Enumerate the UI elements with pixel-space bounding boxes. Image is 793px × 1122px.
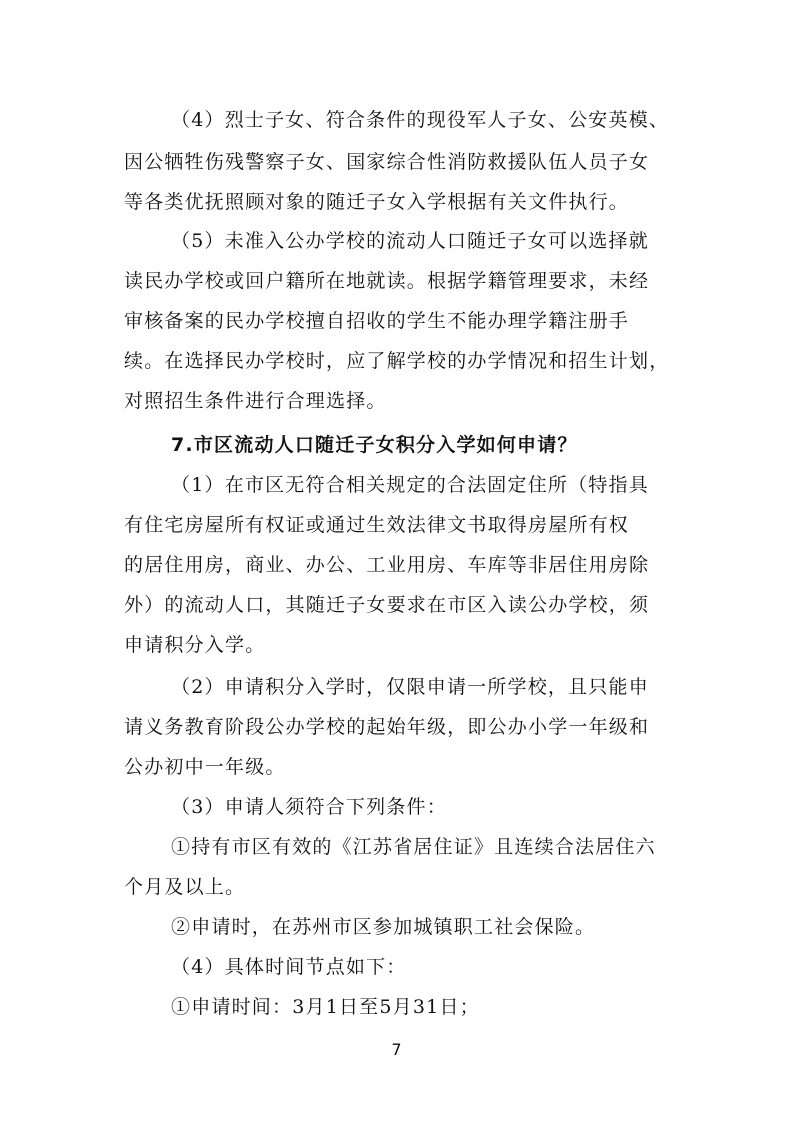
- condition-1-line-2: 个月及以上。: [124, 876, 246, 898]
- paragraph-4-line-3: 等各类优抚照顾对象的随迁子女入学根据有关文件执行。: [124, 191, 630, 213]
- item-1-line-4: 外）的流动人口，其随迁子女要求在市区入读公办学校，须: [124, 594, 650, 616]
- item-1-line-3: 的居住用房，商业、办公、工业用房、车库等非居住用房除: [124, 554, 650, 576]
- paragraph-5-line-2: 读民办学校或回户籍所在地就读。根据学籍管理要求，未经: [124, 270, 650, 292]
- item-2-line-3: 公办初中一年级。: [124, 756, 286, 778]
- item-1-line-2: 有住宅房屋所有权证或通过生效法律文书取得房屋所有权: [124, 514, 630, 536]
- item-4-line-1: （4）具体时间节点如下：: [171, 956, 407, 978]
- item-3-line-1: （3）申请人须符合下列条件：: [171, 796, 447, 818]
- condition-1-line-1: ①持有市区有效的《江苏省居住证》且连续合法居住六: [171, 836, 656, 858]
- item-2-line-2: 请义务教育阶段公办学校的起始年级，即公办小学一年级和: [124, 716, 650, 738]
- paragraph-4-line-1: （4）烈士子女、符合条件的现役军人子女、公安英模、: [171, 109, 670, 131]
- paragraph-5-line-1: （5）未准入公办学校的流动人口随迁子女可以选择就: [171, 230, 649, 252]
- paragraph-5-line-4: 续。在选择民办学校时，应了解学校的办学情况和招生计划，: [124, 350, 670, 372]
- paragraph-5-line-5: 对照招生条件进行合理选择。: [124, 390, 387, 412]
- paragraph-4-line-2: 因公牺牲伤残警察子女、国家综合性消防救援队伍人员子女: [124, 151, 650, 173]
- paragraph-5-line-3: 审核备案的民办学校擅自招收的学生不能办理学籍注册手: [124, 310, 630, 332]
- condition-2-line-1: ②申请时，在苏州市区参加城镇职工社会保险。: [171, 916, 596, 938]
- timeline-1-line-1: ①申请时间：3月1日至5月31日；: [171, 996, 480, 1018]
- page-number: 7: [391, 1040, 402, 1059]
- item-1-line-1: （1）在市区无符合相关规定的合法固定住所（特指具: [171, 474, 649, 496]
- item-2-line-1: （2）申请积分入学时，仅限申请一所学校，且只能申: [171, 676, 649, 698]
- item-1-line-5: 申请积分入学。: [124, 634, 266, 656]
- section-heading: 7.市区流动人口随迁子女积分入学如何申请？: [171, 434, 578, 456]
